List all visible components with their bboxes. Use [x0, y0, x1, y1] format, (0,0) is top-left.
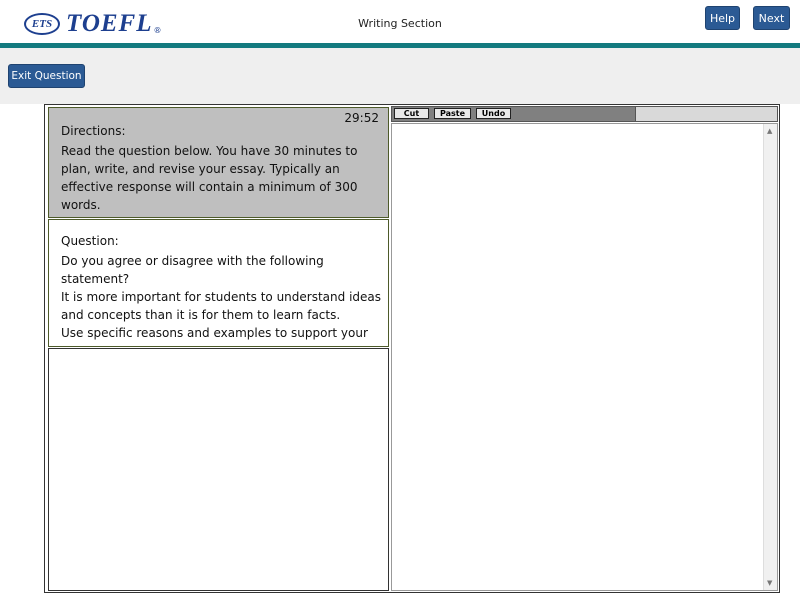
essay-editor	[391, 123, 778, 591]
exit-question-button[interactable]: Exit Question	[8, 64, 85, 88]
response-column	[391, 105, 778, 591]
scroll-down-icon[interactable]: ▼	[767, 579, 773, 587]
cut-button[interactable]: Cut	[394, 108, 429, 119]
header	[0, 0, 800, 43]
editor-scrollbar[interactable]	[763, 124, 777, 590]
directions-heading: Directions:	[61, 124, 126, 138]
question-line: Do you agree or disagree with the following statement?	[61, 254, 324, 286]
toefl-wordmark: TOEFL	[66, 10, 153, 37]
paste-button[interactable]: Paste	[434, 108, 471, 119]
directions-text: Read the question below. You have 30 minutes to plan, write, and revise your essay. Typically an effective response will contain a minimum of 300 words.	[61, 144, 358, 212]
toolbar-band	[0, 48, 800, 104]
writing-frame	[44, 104, 780, 593]
prompt-blank-area	[48, 348, 389, 591]
question-text	[61, 252, 385, 360]
editor-toolbar	[391, 106, 778, 122]
directions-panel	[48, 107, 389, 218]
scroll-up-icon[interactable]: ▲	[767, 127, 773, 135]
registered-mark: ®	[153, 25, 162, 35]
next-button[interactable]: Next	[753, 6, 790, 30]
help-button[interactable]: Help	[705, 6, 740, 30]
timer: 29:52	[344, 111, 379, 125]
question-line: Use specific reasons and examples to support your	[61, 326, 368, 340]
essay-textarea[interactable]	[396, 128, 756, 583]
undo-button[interactable]: Undo	[476, 108, 511, 119]
prompt-column	[48, 105, 389, 591]
question-line: It is more important for students to understand ideas and concepts than it is for them to learn facts.	[61, 290, 382, 322]
section-title: Writing Section	[358, 17, 442, 30]
toolbar-word-count-area	[635, 107, 777, 121]
question-panel	[48, 219, 389, 347]
question-heading: Question:	[61, 234, 119, 248]
ets-logo-badge: ETS	[24, 13, 60, 35]
